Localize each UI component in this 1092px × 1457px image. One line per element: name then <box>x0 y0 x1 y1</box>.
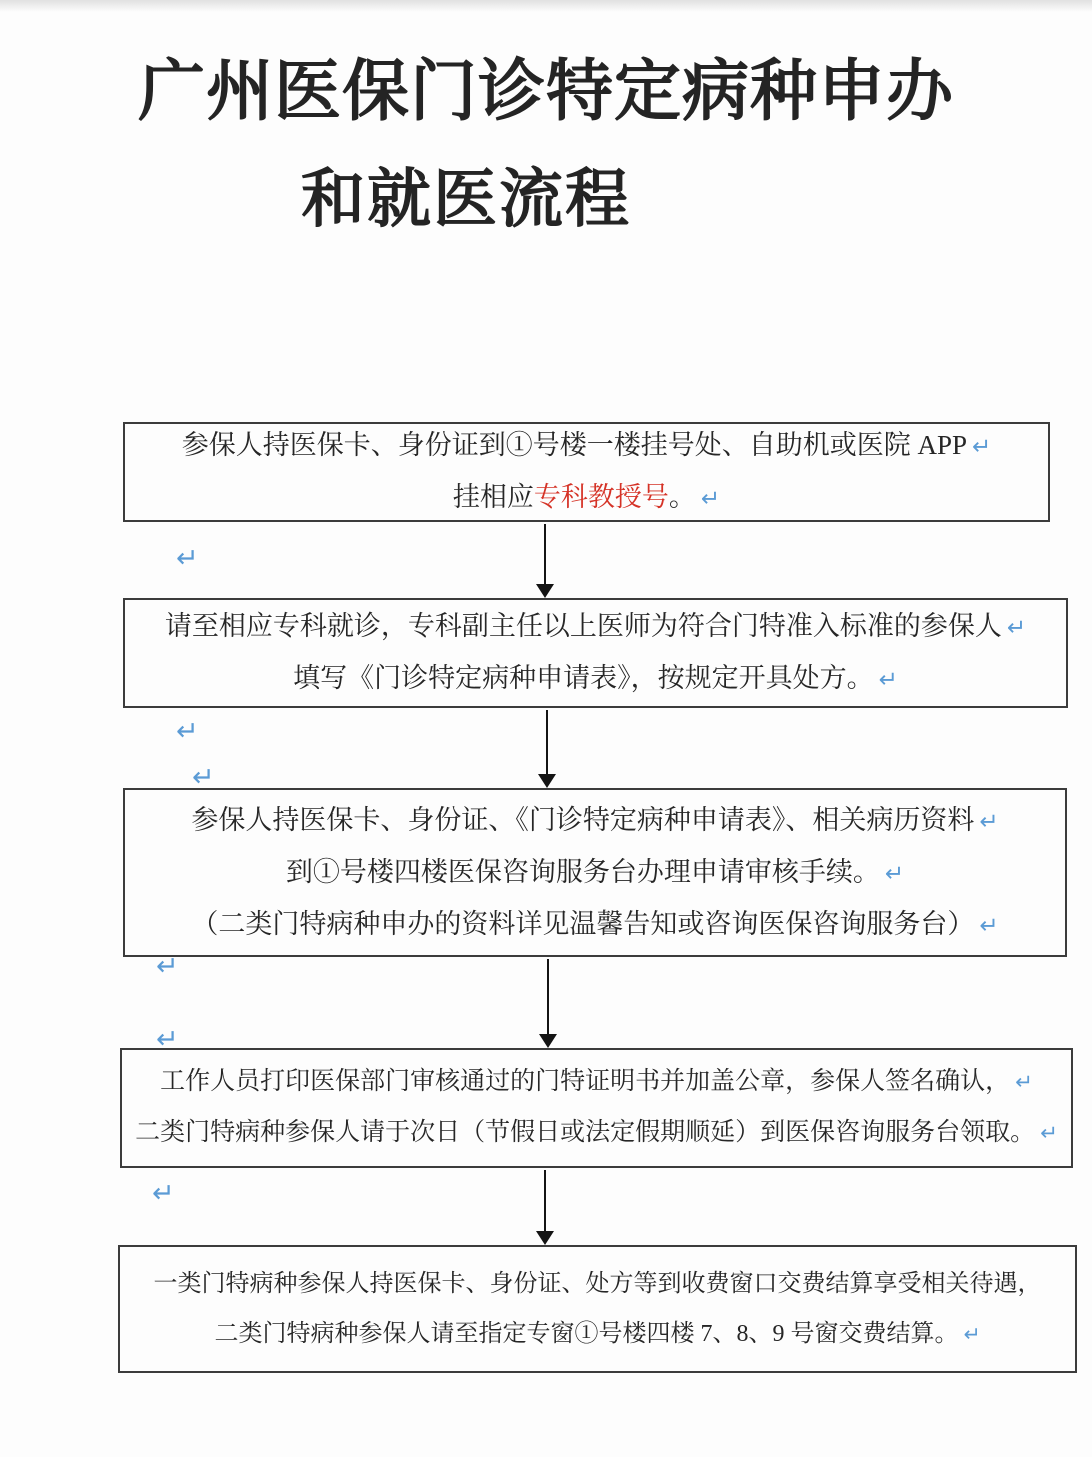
return-mark-icon: ↵ <box>176 543 199 574</box>
step-text-red: 专科教授号 <box>533 482 669 512</box>
scan-artifact-band <box>0 0 1092 12</box>
return-mark-icon: ↵ <box>884 860 905 887</box>
flow-step-1-register <box>123 422 1050 522</box>
step-text: 挂相应 <box>452 482 534 512</box>
arrow-shaft <box>544 524 546 585</box>
step-text-line <box>191 899 998 951</box>
return-mark-icon: ↵ <box>878 667 898 693</box>
page-title-line2: 和就医流程 <box>301 163 631 235</box>
return-mark-icon: ↵ <box>979 912 999 939</box>
flow-arrow-down-2 <box>538 710 556 788</box>
flow-step-3-application-review <box>123 788 1067 957</box>
step-text: 填写《门诊特定病种申请表》，按规定开具处方。 <box>293 663 874 693</box>
step-text-line <box>165 601 1026 653</box>
return-mark-icon: ↵ <box>979 808 999 835</box>
arrow-head-icon <box>536 584 554 598</box>
return-mark-icon: ↵ <box>176 716 199 747</box>
step-text-line <box>135 1108 1058 1159</box>
return-mark-icon: ↵ <box>1015 1070 1033 1095</box>
step-text-line <box>453 472 720 524</box>
step-text: 二类门特病种参保人请至指定专窗①号楼四楼 7、8、9 号窗交费结算。 <box>214 1321 959 1347</box>
step-text-line <box>214 1309 980 1359</box>
step-text: 二类门特病种参保人请于次日（节假日或法定假期顺延）到医保咨询服务台领取。 <box>135 1119 1036 1146</box>
flow-step-4-certificate-issue <box>120 1048 1073 1168</box>
flow-step-5-payment-settlement <box>118 1245 1077 1373</box>
step-text: 参保人持医保卡、身份证到①号楼一楼挂号处、自助机或医院 APP <box>181 430 968 460</box>
step-text-line <box>191 795 998 847</box>
page-title <box>0 54 1092 235</box>
step-text: 参保人持医保卡、身份证、《门诊特定病种申请表》、相关病历资料 <box>191 804 975 835</box>
page-title-line1: 广州医保门诊特定病种申办 <box>138 54 954 129</box>
step-text: 到①号楼四楼医保咨询服务台办理申请审核手续。 <box>285 856 880 887</box>
step-text-line <box>160 1057 1033 1108</box>
return-mark-icon: ↵ <box>972 434 992 460</box>
step-text: 请至相应专科就诊，专科副主任以上医师为符合门特准入标准的参保人 <box>164 611 1002 641</box>
return-mark-icon: ↵ <box>963 1322 981 1346</box>
flow-arrow-down-1 <box>536 524 554 598</box>
flow-arrow-down-3 <box>539 959 557 1048</box>
step-text-line <box>182 420 992 472</box>
step-text-line <box>154 1259 1042 1309</box>
flow-step-2-doctor-visit <box>123 598 1068 708</box>
arrow-shaft <box>544 1170 546 1232</box>
return-mark-icon: ↵ <box>700 486 721 512</box>
flow-arrow-down-4 <box>536 1170 554 1245</box>
arrow-head-icon <box>539 1034 557 1048</box>
return-mark-icon: ↵ <box>152 1178 175 1209</box>
arrow-shaft <box>547 959 549 1035</box>
return-mark-icon: ↵ <box>1040 1121 1058 1146</box>
step-text: 。 <box>668 482 696 512</box>
arrow-head-icon <box>536 1231 554 1245</box>
step-text: 工作人员打印医保部门审核通过的门特证明书并加盖公章，参保人签名确认， <box>160 1068 1011 1095</box>
return-mark-icon: ↵ <box>1006 615 1027 641</box>
return-mark-icon: ↵ <box>156 951 179 982</box>
step-text-line <box>293 653 898 705</box>
step-text: （二类门特病种申办的资料详见温馨告知或咨询医保咨询服务台） <box>191 908 975 939</box>
return-mark-icon: ↵ <box>156 1024 179 1055</box>
step-text: 一类门特病种参保人持医保卡、身份证、处方等到收费窗口交费结算享受相关待遇， <box>153 1271 1042 1297</box>
step-text-line <box>286 847 904 899</box>
arrow-shaft <box>546 710 548 775</box>
arrow-head-icon <box>538 774 556 788</box>
return-mark-icon: ↵ <box>192 762 215 793</box>
